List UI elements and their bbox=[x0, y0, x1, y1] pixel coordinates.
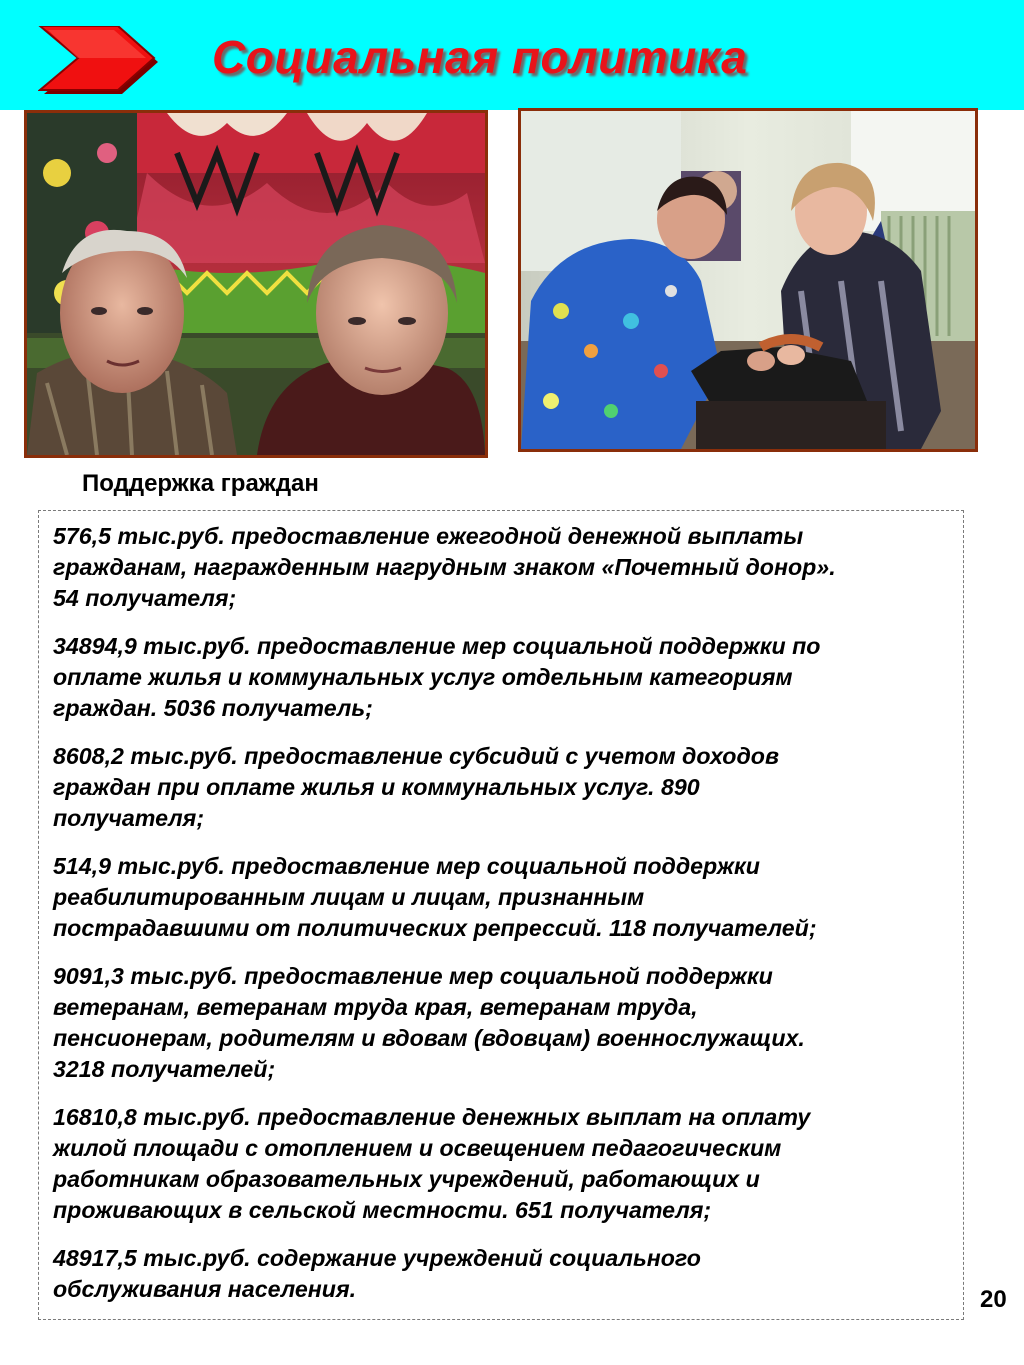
list-item: 16810,8 тыс.руб. предоставление денежных выплат на оплату жилой площади с отоплением и освещением педагогическим работникам образовательных учреждений, работающих и проживающих в сельской местности. 651 получателя; bbox=[53, 1104, 811, 1223]
photo-elderly-couple bbox=[24, 110, 488, 458]
red-chevron-arrow-icon bbox=[38, 26, 160, 94]
page-number: 20 bbox=[980, 1286, 1007, 1313]
list-item: 576,5 тыс.руб. предоставление ежегодной денежной выплаты гражданам, награжденным нагрудным знаком «Почетный донор». 54 получателя; bbox=[53, 523, 836, 611]
list-item: 48917,5 тыс.руб. содержание учреждений социального обслуживания населения. bbox=[53, 1245, 701, 1302]
list-item: 8608,2 тыс.руб. предоставление субсидий с учетом доходов граждан при оплате жилья и коммунальных услуг. 890 получателя; bbox=[53, 743, 779, 831]
photo-women-sewing bbox=[518, 108, 978, 452]
section-heading: Поддержка граждан bbox=[82, 470, 319, 497]
list-item: 34894,9 тыс.руб. предоставление мер социальной поддержки по оплате жилья и коммунальных услуг отдельным категориям граждан. 5036 получатель; bbox=[53, 633, 821, 721]
list-item: 9091,3 тыс.руб. предоставление мер социальной поддержки ветеранам, ветеранам труда края, ветеранам труда, пенсионерам, родителям и вдовам (вдовцам) военнослужащих. 3218 получателей; bbox=[53, 963, 805, 1082]
support-measures-list bbox=[38, 510, 964, 1320]
page-title: Социальная политика bbox=[212, 31, 748, 83]
list-item: 514,9 тыс.руб. предоставление мер социальной поддержки реабилитированным лицам и лицам, признанным пострадавшими от политических репрессий. 118 получателей; bbox=[53, 853, 817, 941]
